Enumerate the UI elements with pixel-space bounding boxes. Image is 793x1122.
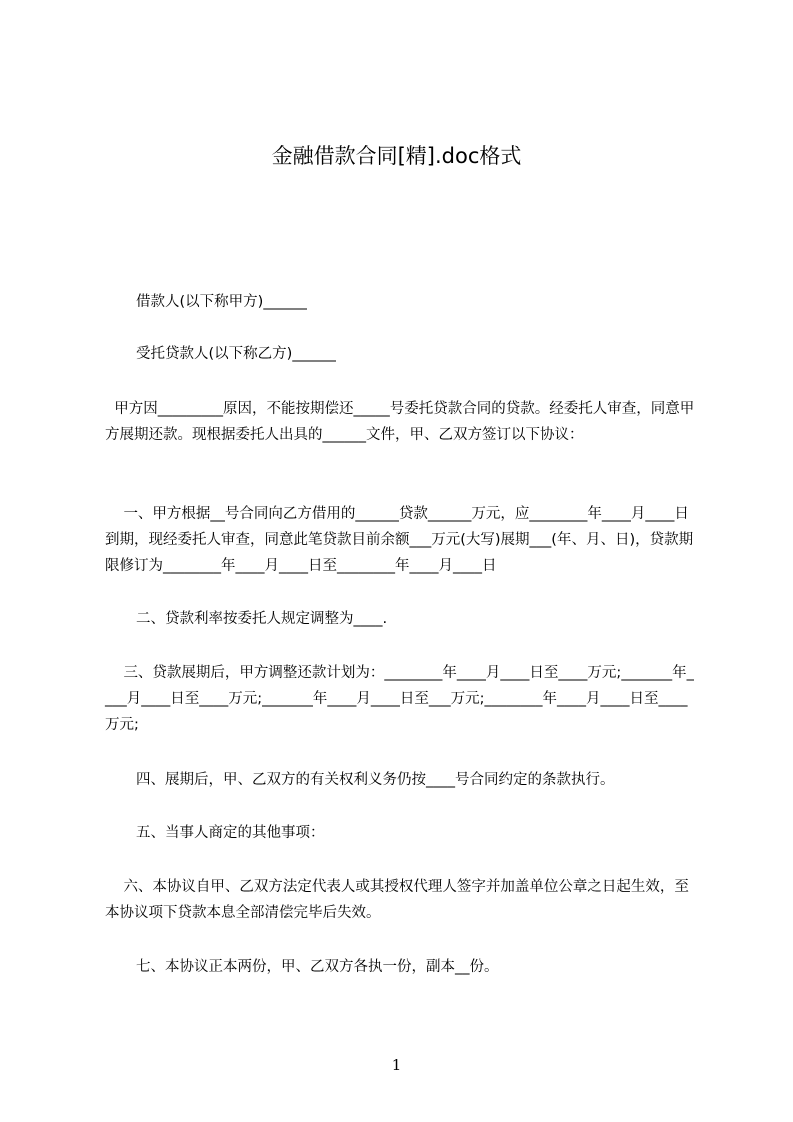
document-title: 金融借款合同[精].doc格式 xyxy=(271,144,522,168)
borrower-line: 借款人(以下称甲方)______ xyxy=(136,294,307,310)
clause-5-paragraph: 五、当事人商定的其他事项： xyxy=(136,825,325,841)
trustee-line: 受托贷款人(以下称乙方)______ xyxy=(136,346,336,362)
page-number: 1 xyxy=(391,1056,402,1074)
clause-1-paragraph: 一、甲方根据__号合同向乙方借用的______贷款______万元，应________年____月____日到期，现经委托人审查，同意此笔贷款目前余额___万元(大写)展期___(年、月、日)，贷款期限修订为________年____月____日至________年____月____日 xyxy=(105,506,694,574)
clause-2-paragraph: 二、贷款利率按委托人规定调整为____. xyxy=(136,611,388,627)
intro-paragraph: 甲方因_________原因，不能按期偿还_____号委托贷款合同的贷款。经委托人审查，同意甲方展期还款。现根据委托人出具的______文件，甲、乙双方签订以下协议： xyxy=(105,401,695,443)
clause-6-paragraph: 六、本协议自甲、乙双方法定代表人或其授权代理人签字并加盖单位公章之日起生效，至本协议项下贷款本息全部清偿完毕后失效。 xyxy=(105,879,689,921)
clause-4-paragraph: 四、展期后，甲、乙双方的有关权利义务仍按____号合同约定的条款执行。 xyxy=(136,772,615,788)
clause-3-paragraph: 三、贷款展期后，甲方调整还款计划为：________年____月____日至____万元;_______年____月____日至____万元;_______年____月____日至___万元;________年____月____日至____万元; xyxy=(105,665,694,733)
clause-7-paragraph: 七、本协议正本两份，甲、乙双方各执一份，副本__份。 xyxy=(136,959,499,975)
